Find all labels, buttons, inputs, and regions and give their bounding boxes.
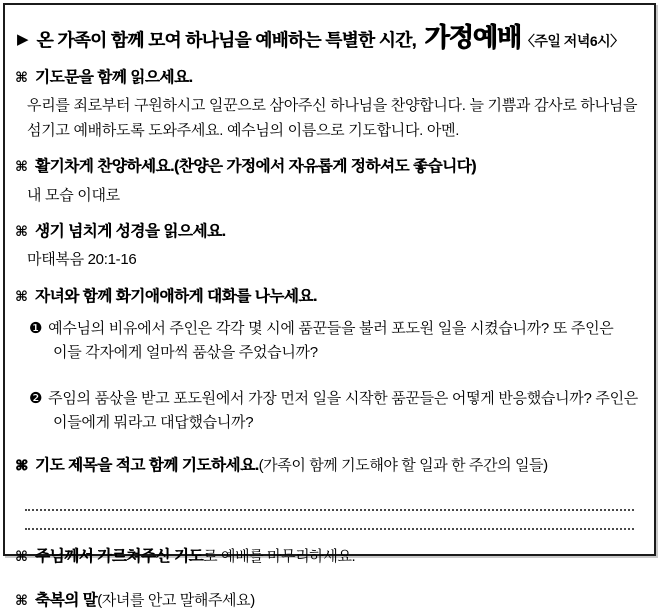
prayer-text: 우리를 죄로부터 구원하시고 일꾼으로 삼아주신 하나님을 찬양합니다. 늘 기쁨과 감사로 하나님을 섬기고 예배하도록 도와주세요. 예수님의 이름으로 기도합니다. 아멘. [27, 97, 638, 139]
section-title: 기도문을 함께 읽으세요. [35, 69, 193, 86]
question-item-2 [29, 387, 640, 436]
section-heading [15, 221, 640, 243]
section-conversation [15, 286, 640, 436]
section-title: 자녀와 함께 화기애애하게 대화를 나누세요. [35, 287, 317, 305]
praise-song-title: 내 모습 이대로 [27, 186, 120, 204]
question-item-1 [29, 317, 640, 366]
command-marker-icon: ⌘ [15, 222, 28, 239]
worship-guide-document [3, 3, 656, 610]
command-marker-icon: ⌘ [15, 158, 28, 175]
section-heading [15, 590, 640, 612]
section-blessing [15, 590, 640, 612]
section-title-rest: 로 예배를 마무리하세요. [203, 547, 356, 565]
circled-two-icon: ❷ [29, 389, 43, 407]
command-marker-icon: ⌘ [15, 287, 28, 304]
section-note: (가족이 함께 기도해야 할 일과 한 주간의 일들) [258, 457, 548, 475]
circled-one-icon: ❶ [29, 320, 43, 338]
command-marker-icon: ⌘ [15, 457, 28, 474]
section-title: 생기 넘치게 성경을 읽으세요. [35, 222, 226, 240]
title-text: 온 가족이 함께 모여 하나님을 예배하는 특별한 시간, [36, 30, 416, 50]
command-marker-icon: ⌘ [15, 547, 28, 564]
section-heading [15, 67, 640, 89]
section-prayer-topics [15, 455, 640, 529]
section-title: 활기차게 찬양하세요.(찬양은 가정에서 자유롭게 정하셔도 좋습니다) [35, 158, 477, 176]
scripture-reference: 마태복음 20:1-16 [27, 251, 137, 269]
section-heading [15, 156, 640, 178]
brand-title: 가정예배 [424, 22, 521, 52]
command-marker-icon: ⌘ [15, 592, 28, 609]
section-heading [15, 546, 640, 568]
section-title: 기도 제목을 적고 함께 기도하세요. [35, 457, 259, 475]
section-title: 주님께서 가르쳐주신 기도 [35, 547, 204, 565]
document-title [17, 17, 640, 54]
section-scripture [15, 221, 640, 273]
time-note: 〈주일 저녁6시〉 [520, 33, 624, 49]
prayer-topics-write-area [25, 492, 634, 530]
section-title: 축복의 말 [35, 592, 98, 610]
play-arrow-icon: ▶ [17, 31, 29, 48]
question-text: 예수님의 비유에서 주인은 각각 몇 시에 품꾼들을 불러 포도원 일을 시켰습니까? 또 주인은 이들 각자에게 얼마씩 품삯을 주었습니까? [48, 320, 614, 362]
section-heading [15, 455, 640, 477]
section-praise [15, 156, 640, 208]
section-prayer-reading [15, 67, 640, 143]
writing-line [25, 492, 634, 511]
section-note: (자녀를 안고 말해주세요) [97, 592, 255, 610]
section-heading [15, 286, 640, 308]
question-text: 주임의 품삯을 받고 포도원에서 가장 먼저 일을 시작한 품꾼들은 어떻게 반응했습니까? 주인은 이들에게 뭐라고 대답했습니까? [48, 389, 638, 431]
command-marker-icon: ⌘ [15, 69, 28, 85]
section-lords-prayer [15, 546, 640, 568]
writing-line [25, 511, 634, 530]
